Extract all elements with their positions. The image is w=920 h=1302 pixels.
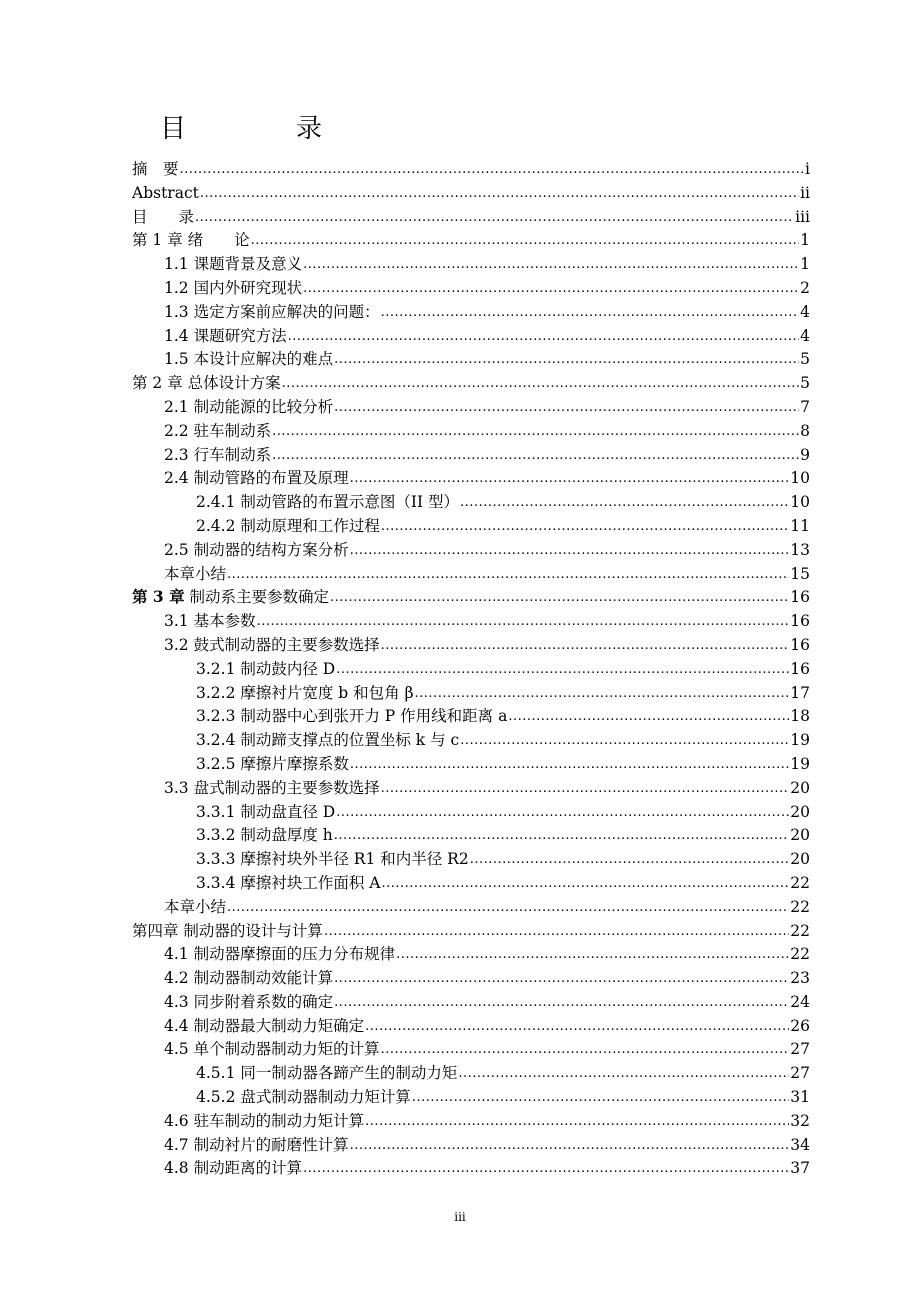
toc-leader-dots — [336, 657, 789, 682]
toc-entry-page: 27 — [790, 1064, 810, 1083]
toc-leader-dots — [458, 1061, 789, 1086]
toc-leader-dots — [381, 776, 790, 801]
toc-entry-label: 1.1 课题背景及意义 — [164, 255, 303, 274]
toc-entry-label: 3.2.1 制动鼓内径 D — [196, 659, 336, 678]
toc-entry[interactable] — [132, 539, 810, 563]
toc-entry-page: 31 — [790, 1088, 810, 1107]
toc-entry[interactable] — [132, 872, 810, 896]
toc-entry-label: 4.1 制动器摩擦面的压力分布规律 — [164, 945, 396, 964]
toc-entry-page: 4 — [800, 302, 810, 321]
toc-entry-page: 22 — [790, 873, 810, 892]
toc-leader-dots — [460, 490, 789, 515]
toc-leader-dots — [508, 704, 789, 729]
toc-leader-dots — [365, 1109, 789, 1134]
toc-entry[interactable] — [132, 325, 810, 349]
toc-entry-label: 4.5.2 盘式制动器制动力矩计算 — [196, 1088, 411, 1107]
toc-entry[interactable] — [132, 658, 810, 682]
toc-leader-dots — [251, 228, 799, 253]
toc-leader-dots — [272, 443, 799, 468]
toc-entry-page: 8 — [800, 421, 810, 440]
toc-entry-page: 20 — [790, 826, 810, 845]
toc-leader-dots — [382, 871, 790, 896]
toc-leader-dots — [303, 252, 799, 277]
toc-entry-label: 2.5 制动器的结构方案分析 — [164, 540, 349, 559]
toc-entry-label: 第 3 章 制动系主要参数确定 — [132, 587, 330, 607]
toc-entry[interactable] — [132, 967, 810, 991]
toc-entry[interactable] — [132, 634, 810, 658]
toc-entry-label: 1.5 本设计应解决的难点 — [164, 350, 334, 369]
toc-entry-page: 13 — [790, 540, 810, 559]
toc-entry-label: 2.1 制动能源的比较分析 — [164, 397, 334, 416]
toc-entry[interactable] — [132, 586, 810, 610]
toc-entry-label: 4.5 单个制动器制动力矩的计算 — [164, 1040, 380, 1059]
toc-entry-label: 3.3.3 摩擦衬块外半径 R1 和内半径 R2 — [196, 850, 469, 869]
toc-entry-label: 2.4.2 制动原理和工作过程 — [196, 516, 380, 535]
toc-entry[interactable] — [132, 444, 810, 468]
toc-leader-dots — [396, 942, 789, 967]
toc-leader-dots — [365, 1014, 789, 1039]
toc-entry-page: 32 — [790, 1111, 810, 1130]
toc-entry-page: 22 — [790, 897, 810, 916]
toc-leader-dots — [303, 276, 799, 301]
toc-entry-page: 5 — [800, 374, 810, 393]
toc-entry[interactable] — [132, 753, 810, 777]
toc-entry[interactable] — [132, 1086, 810, 1110]
toc-entry-label: 3.2.3 制动器中心到张开力 P 作用线和距离 a — [196, 707, 508, 726]
toc-entry-page: 2 — [800, 278, 810, 297]
toc-entry-page: 10 — [790, 469, 810, 488]
toc-leader-dots — [381, 514, 789, 539]
toc-entry-page: 17 — [790, 683, 810, 702]
toc-entry-page: 27 — [790, 1040, 810, 1059]
toc-entry-page: 19 — [790, 731, 810, 750]
toc-leader-dots — [350, 752, 789, 777]
toc-leader-dots — [180, 157, 805, 182]
toc-entry-page: 16 — [790, 588, 810, 607]
toc-entry[interactable] — [132, 229, 810, 253]
toc-leader-dots — [381, 300, 800, 325]
toc-entry-label: 1.2 国内外研究现状 — [164, 278, 303, 297]
toc-entry[interactable] — [132, 253, 810, 277]
toc-entry[interactable] — [132, 158, 810, 182]
toc-leader-dots — [200, 181, 799, 206]
toc-leader-dots — [334, 966, 789, 991]
toc-entry-label: 4.2 制动器制动效能计算 — [164, 969, 334, 988]
toc-entry[interactable] — [132, 1062, 810, 1086]
toc-entry-page: 16 — [790, 659, 810, 678]
toc-entry[interactable] — [132, 777, 810, 801]
toc-leader-dots — [470, 847, 790, 872]
toc-entry[interactable] — [132, 682, 810, 706]
toc-entry-label: 1.4 课题研究方法 — [164, 326, 287, 345]
toc-leader-dots — [412, 1085, 789, 1110]
toc-entry-label: 4.4 制动器最大制动力矩确定 — [164, 1016, 365, 1035]
toc-entry-label: 4.6 驻车制动的制动力矩计算 — [164, 1111, 365, 1130]
toc-entry[interactable] — [132, 206, 810, 230]
toc-entry-page: 20 — [790, 850, 810, 869]
toc-entry-label: 4.7 制动衬片的耐磨性计算 — [164, 1135, 349, 1154]
toc-entry[interactable] — [132, 1015, 810, 1039]
toc-entry-label: 3.3.1 制动盘直径 D — [196, 802, 336, 821]
toc-entry[interactable] — [132, 801, 810, 825]
toc-entry-label: 第四章 制动器的设计与计算 — [132, 921, 323, 940]
toc-entry[interactable] — [132, 824, 810, 848]
toc-leader-dots — [381, 1037, 790, 1062]
toc-leader-dots — [336, 800, 789, 825]
toc-entry-page: 1 — [800, 231, 810, 250]
toc-entry[interactable] — [132, 991, 810, 1015]
toc-entry-page: 24 — [790, 992, 810, 1011]
toc-leader-dots — [381, 633, 790, 658]
toc-entry-page: 19 — [790, 754, 810, 773]
toc-leader-dots — [195, 205, 794, 230]
toc-entry-page: 9 — [800, 445, 810, 464]
toc-entry-label: 摘 要 — [132, 160, 179, 178]
toc-entry[interactable] — [132, 563, 810, 587]
toc-entry[interactable] — [132, 920, 810, 944]
toc-entry[interactable] — [132, 1110, 810, 1134]
toc-leader-dots — [460, 728, 789, 753]
toc-leader-dots — [227, 895, 789, 920]
toc-entry-label: 3.2.5 摩擦片摩擦系数 — [196, 754, 349, 773]
toc-leader-dots — [288, 324, 800, 349]
toc-entry[interactable] — [132, 182, 810, 206]
toc-entry-page: 34 — [790, 1135, 810, 1154]
toc-entry-label: 2.4.1 制动管路的布置示意图（II 型） — [196, 493, 460, 512]
toc-entry-page: i — [805, 160, 810, 178]
toc-leader-dots — [334, 347, 799, 372]
toc-entry-page: 15 — [790, 564, 810, 583]
toc-entry-page: 7 — [800, 397, 810, 416]
toc-entry[interactable] — [132, 396, 810, 420]
toc-entry-page: 11 — [790, 516, 810, 535]
toc-leader-dots — [334, 395, 799, 420]
toc-entry-label: 第 2 章 总体设计方案 — [132, 374, 281, 393]
toc-entry-page: 37 — [790, 1159, 810, 1178]
toc-leader-dots — [330, 585, 789, 610]
toc-entry-page: 20 — [790, 802, 810, 821]
toc-leader-dots — [324, 919, 789, 944]
toc-leader-dots — [272, 419, 799, 444]
toc-leader-dots — [282, 371, 799, 396]
toc-entry-label: 本章小结 — [164, 897, 227, 916]
toc-title: 目 录 — [160, 114, 365, 144]
toc-entry-label: 2.4 制动管路的布置及原理 — [164, 469, 349, 488]
toc-entry-page: 22 — [790, 945, 810, 964]
toc-entry-label: 本章小结 — [164, 564, 227, 583]
toc-entry[interactable] — [132, 301, 810, 325]
toc-entry-label: 2.3 行车制动系 — [164, 445, 272, 464]
toc-entry-label: Abstract — [132, 183, 199, 202]
toc-entry-label: 3.1 基本参数 — [164, 612, 256, 631]
toc-entry-label: 3.3 盘式制动器的主要参数选择 — [164, 778, 380, 797]
toc-leader-dots — [257, 609, 790, 634]
toc-leader-dots — [415, 681, 790, 706]
toc-entry-label: 3.2.4 制动蹄支撑点的位置坐标 k 与 c — [196, 731, 460, 750]
toc-entry-label: 1.3 选定方案前应解决的问题： — [164, 302, 380, 321]
toc-entry[interactable] — [132, 729, 810, 753]
toc-entry[interactable] — [132, 348, 810, 372]
toc-entry-label: 4.8 制动距离的计算 — [164, 1159, 303, 1178]
toc-entry-label: 2.2 驻车制动系 — [164, 421, 272, 440]
toc-entry[interactable] — [132, 896, 810, 920]
toc-entry-page: 5 — [800, 350, 810, 369]
toc-entry-page: 23 — [790, 969, 810, 988]
toc-entry-page: 4 — [800, 326, 810, 345]
toc-leader-dots — [334, 823, 789, 848]
toc-entry[interactable] — [132, 515, 810, 539]
page-number: iii — [454, 1210, 466, 1224]
toc-entry-label: 目 录 — [132, 207, 195, 226]
toc-entry-label: 4.5.1 同一制动器各蹄产生的制动力矩 — [196, 1064, 458, 1083]
toc-entry-page: iii — [795, 207, 810, 226]
toc-leader-dots — [334, 990, 789, 1015]
toc-entry-page: 1 — [800, 255, 810, 274]
toc-entry-label: 3.3.4 摩擦衬块工作面积 A — [196, 873, 381, 892]
toc-entry[interactable] — [132, 1157, 810, 1181]
toc-leader-dots — [303, 1156, 789, 1181]
toc-entry[interactable] — [132, 943, 810, 967]
toc-entry[interactable] — [132, 1134, 810, 1158]
toc-entry-label: 第 1 章 绪 论 — [132, 231, 250, 250]
toc-entry-page: 16 — [790, 612, 810, 631]
toc-entry[interactable] — [132, 610, 810, 634]
toc-entry-label: 4.3 同步附着系数的确定 — [164, 992, 334, 1011]
toc-entry-page: 26 — [790, 1016, 810, 1035]
toc-entry[interactable] — [132, 491, 810, 515]
toc-entry[interactable] — [132, 372, 810, 396]
toc-entry[interactable] — [132, 277, 810, 301]
table-of-contents — [132, 158, 810, 1181]
toc-entry-page: 20 — [790, 778, 810, 797]
toc-entry-label: 3.2 鼓式制动器的主要参数选择 — [164, 635, 380, 654]
toc-entry-page: 16 — [790, 635, 810, 654]
toc-entry[interactable] — [132, 1038, 810, 1062]
toc-entry-page: 22 — [790, 921, 810, 940]
toc-entry-page: 18 — [790, 707, 810, 726]
toc-leader-dots — [350, 538, 790, 563]
toc-entry[interactable] — [132, 848, 810, 872]
toc-leader-dots — [350, 466, 790, 491]
toc-entry-page: 10 — [790, 493, 810, 512]
toc-entry-page: ii — [800, 183, 810, 202]
toc-leader-dots — [227, 562, 789, 587]
toc-entry[interactable] — [132, 420, 810, 444]
toc-entry[interactable] — [132, 705, 810, 729]
toc-entry-label: 3.2.2 摩擦衬片宽度 b 和包角 β — [196, 683, 414, 702]
toc-leader-dots — [350, 1133, 790, 1158]
toc-entry-label: 3.3.2 制动盘厚度 h — [196, 826, 333, 845]
toc-entry[interactable] — [132, 467, 810, 491]
